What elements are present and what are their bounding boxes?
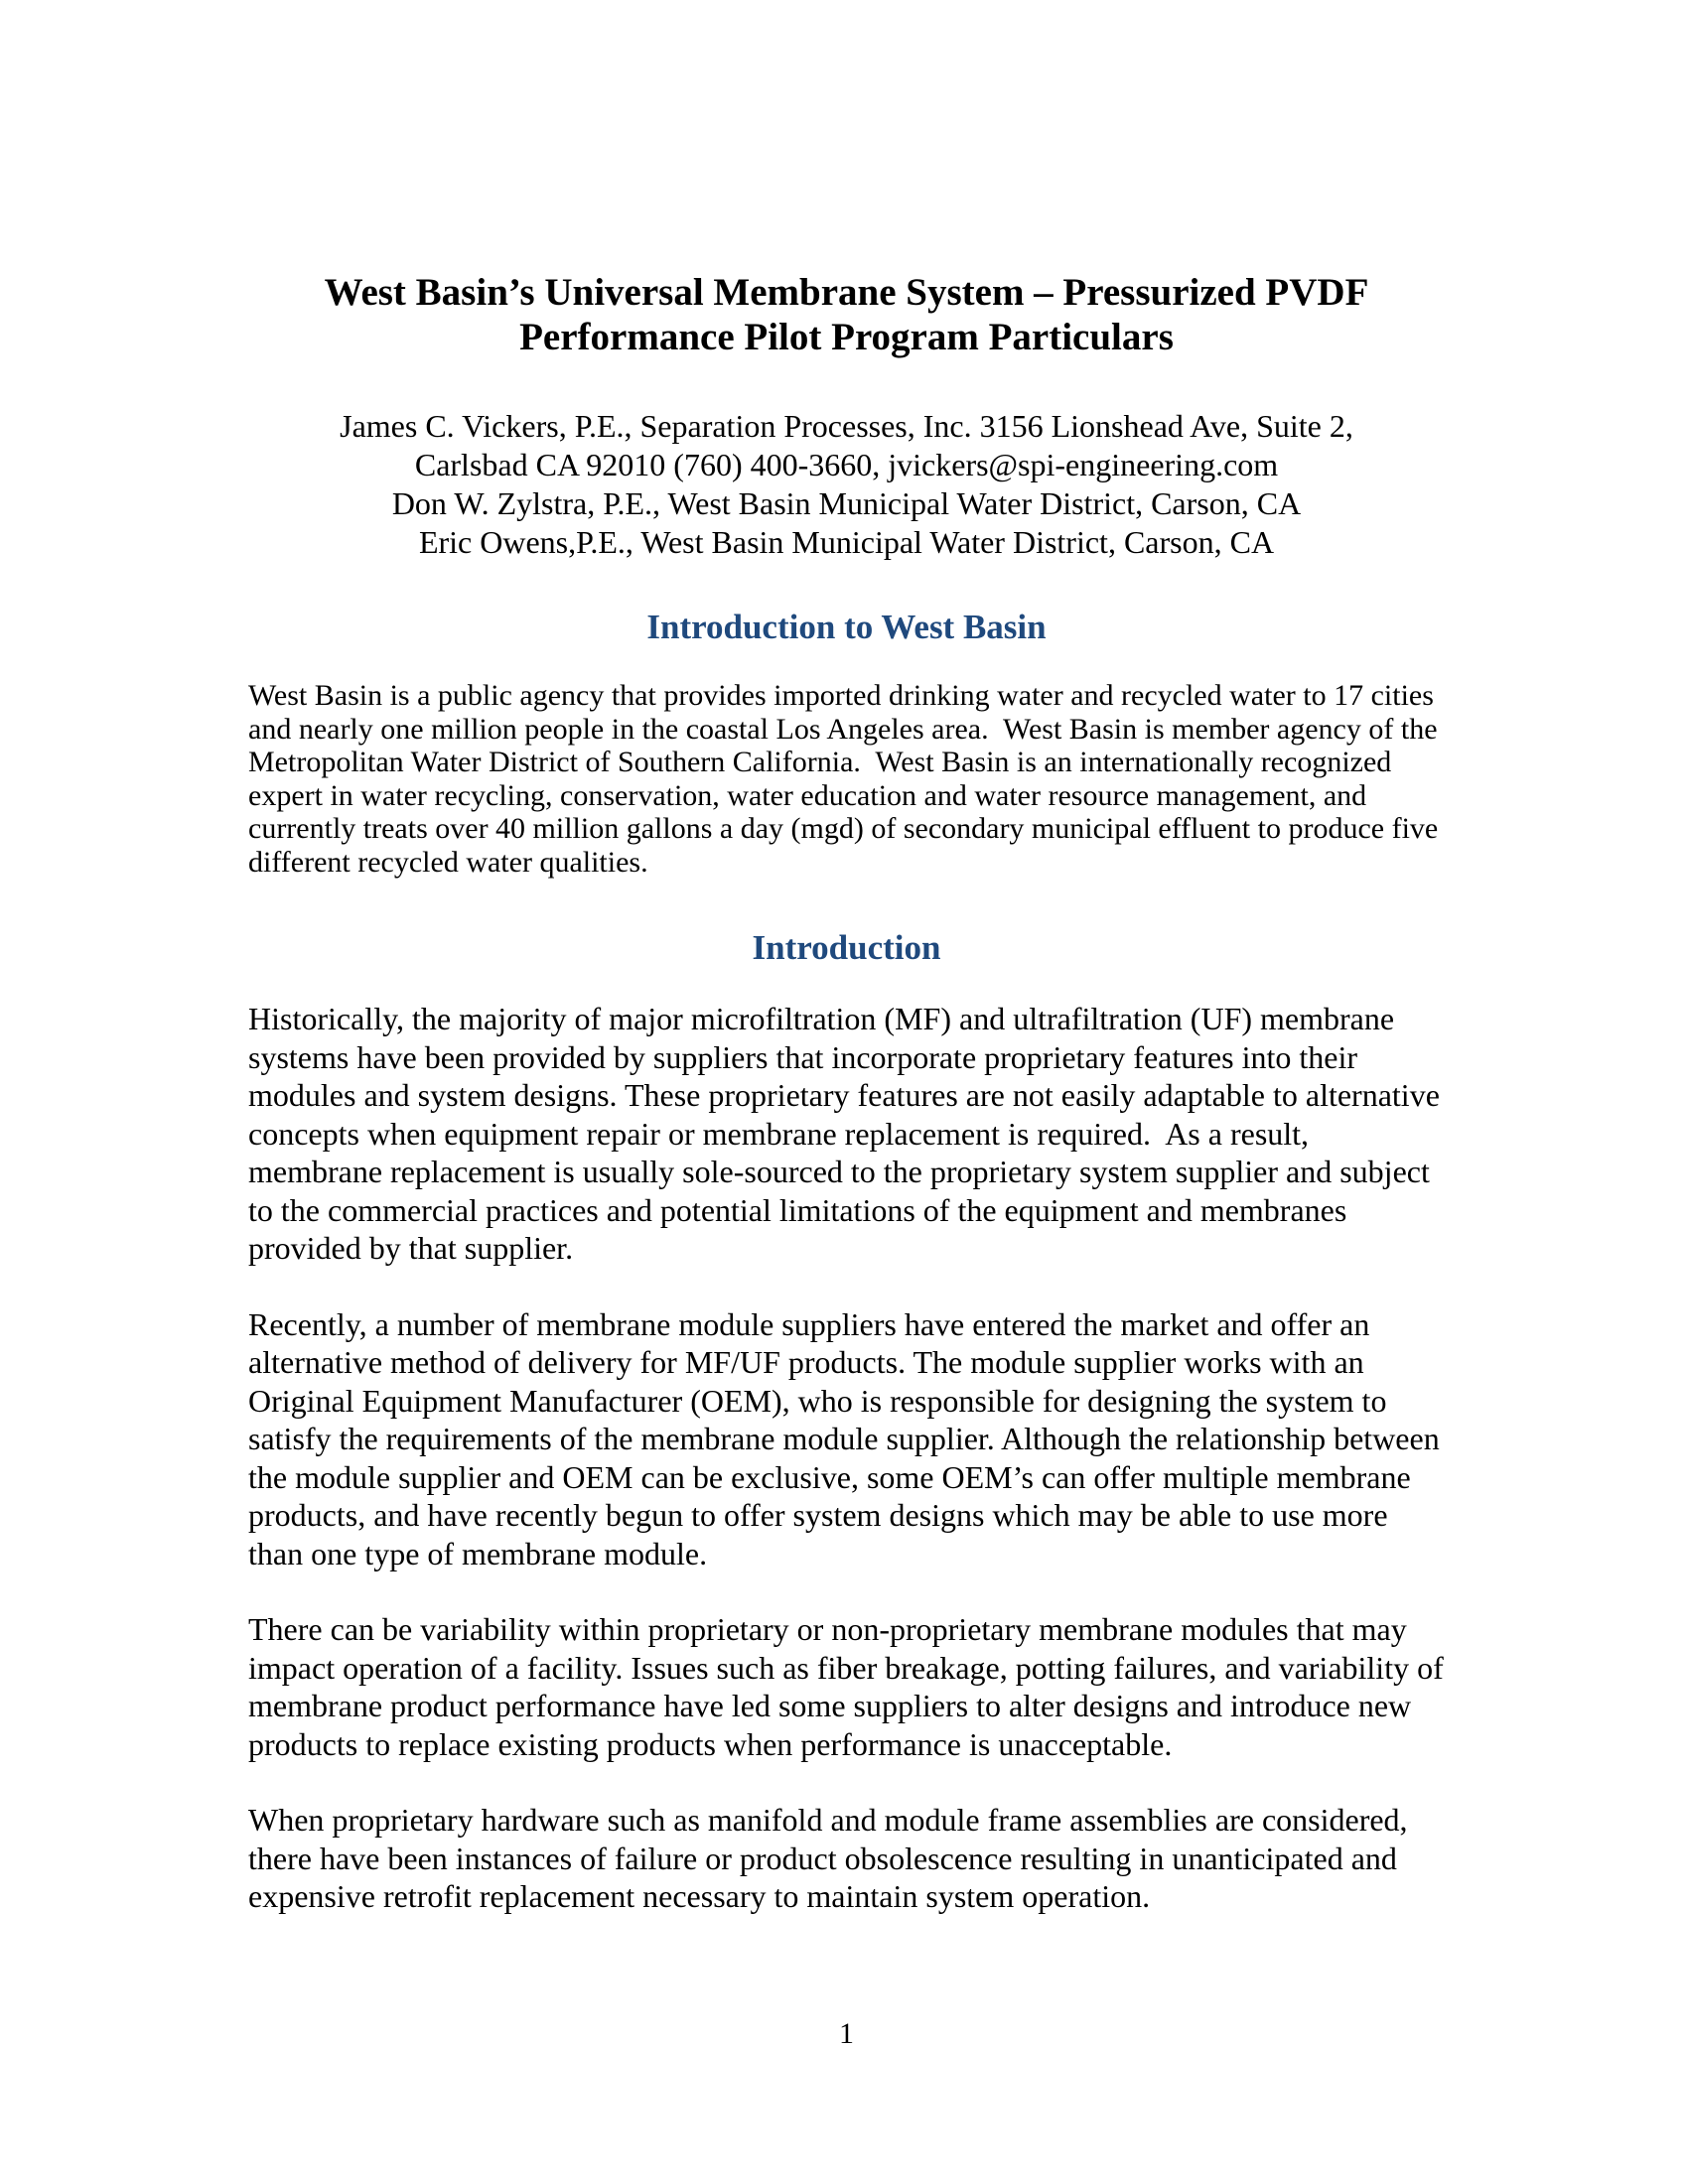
section-heading-introduction: Introduction (752, 928, 941, 967)
paragraph-proprietary-hardware: When proprietary hardware such as manifold and module frame assemblies are considered, there have been instances of failure or product obsolescence resulting in unanticipated and expensive retrofit replacement necessary to maintain system operation. (248, 1802, 1416, 1914)
author-line-4: Eric Owens,P.E., West Basin Municipal Water District, Carson, CA (418, 524, 1275, 560)
author-line-2: Carlsbad CA 92010 (760) 400-3660, jvickers@spi-engineering.com (414, 447, 1279, 482)
paper-page (248, 0, 1452, 2184)
paragraph-west-basin-overview: West Basin is a public agency that provides imported drinking water and recycled water to 17 cities and nearly one million people in the coastal Los Angeles area. West Basin is member agency of the Metropolitan Water District of Southern California. West Basin is an internationally recognized expert in water recycling, conservation, water education and water resource management, and currently treats over 40 million gallons a day (mgd) of secondary municipal effluent to produce five different recycled water qualities. (248, 679, 1446, 879)
page-number: 1 (839, 2017, 854, 2050)
section-heading-introduction-to-west-basin: Introduction to West Basin (646, 608, 1047, 646)
paper-title (248, 270, 1445, 359)
author-line-3: Don W. Zylstra, P.E., West Basin Municipal Water District, Carson, CA (391, 485, 1302, 521)
paper-title-line-1: West Basin’s Universal Membrane System – Pressurized PVDF (324, 271, 1369, 314)
paragraph-historically-mf-uf: Historically, the majority of major microfiltration (MF) and ultrafiltration (UF) membrane systems have been provided by suppliers that incorporate proprietary features into their modules and system designs. These proprietary features are not easily adaptable to alternative concepts when equipment repair or membrane replacement is required. As a result, membrane replacement is usually sole-sourced to the proprietary system supplier and subject to the commercial practices and potential limitations of the equipment and membranes provided by that supplier. (248, 1001, 1448, 1266)
paper-title-line-2: Performance Pilot Program Particulars (519, 316, 1174, 358)
paragraph-variability-modules: There can be variability within proprietary or non-proprietary membrane modules that may impact operation of a facility. Issues such as fiber breakage, potting failures, and variability of membrane product performance have led some suppliers to alter designs and introduce new products to replace existing products when performance is unacceptable. (248, 1611, 1452, 1762)
paragraph-recently-module-suppliers: Recently, a number of membrane module suppliers have entered the market and offer an alternative method of delivery for MF/UF products. The module supplier works with an Original Equipment Manufacturer (OEM), who is responsible for designing the system to satisfy the requirements of the membrane module supplier. Although the relationship between the module supplier and OEM can be exclusive, some OEM’s can offer multiple membrane products, and have recently begun to offer system designs which may be able to use more than one type of membrane module. (248, 1305, 1448, 1571)
author-line-1: James C. Vickers, P.E., Separation Processes, Inc. 3156 Lionshead Ave, Suite 2, (340, 408, 1353, 444)
author-block (248, 407, 1445, 562)
